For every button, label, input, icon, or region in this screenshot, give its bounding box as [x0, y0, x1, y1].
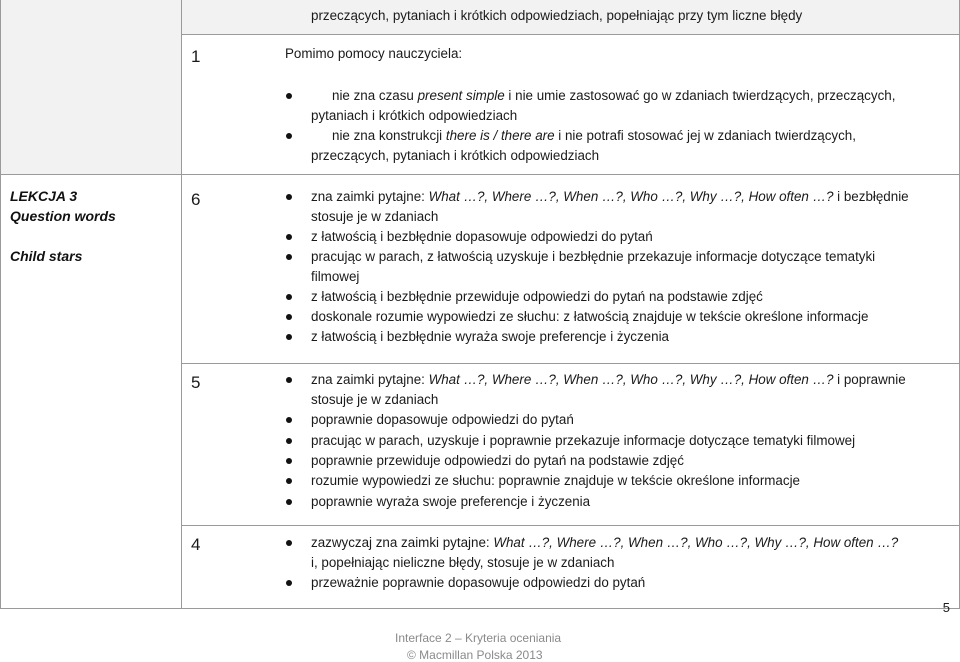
bullet-icon [286, 478, 292, 484]
bullet-icon [286, 417, 292, 423]
grade1-criterion-2-cont: przeczących, pytaniach i krótkich odpowiedziach [311, 148, 600, 163]
grade4-criterion-1: zazwyczaj zna zaimki pytajne: What …?, Where …?, When …?, Who …?, Why …?, How often …? [311, 535, 899, 550]
grade6-criterion-1: zna zaimki pytajne: What …?, Where …?, When …?, Who …?, Why …?, How often …? i bezbłędnie [311, 189, 909, 204]
grade6-criterion-4: z łatwością i bezbłędnie przewiduje odpowiedzi do pytań na podstawie zdjęć [311, 289, 763, 304]
grade1-criterion-2: nie zna konstrukcji there is / there are i nie potrafi stosować jej w zdaniach twierdzących, [332, 128, 856, 143]
bullet-icon [286, 234, 292, 240]
grade6-criterion-3-cont: filmowej [311, 269, 360, 284]
bullet-icon [286, 499, 292, 505]
row-divider [181, 363, 960, 364]
bullet-icon [286, 133, 292, 139]
bullet-icon [286, 540, 292, 546]
page-number: 5 [942, 600, 950, 615]
grade5-criterion-2: poprawnie dopasowuje odpowiedzi do pytań [311, 412, 574, 427]
bullet-icon [286, 438, 292, 444]
bullet-icon [286, 377, 292, 383]
lesson-subtitle: Question words [10, 208, 116, 224]
grade5-criterion-1-cont: stosuje je w zdaniach [311, 392, 439, 407]
grade6-criterion-1-cont: stosuje je w zdaniach [311, 209, 439, 224]
lesson-label [10, 186, 116, 266]
bullet-icon [286, 93, 292, 99]
grade4-criterion-1-cont: i, popełniając nieliczne błędy, stosuje je w zdaniach [311, 555, 615, 570]
grade-number: 5 [191, 373, 201, 392]
bullet-icon [286, 580, 292, 586]
grade1-criterion-1: nie zna czasu present simple i nie umie zastosować go w zdaniach twierdzących, przeczących, [332, 88, 896, 103]
column-divider [181, 0, 182, 609]
grade5-criterion-3: pracując w parach, uzyskuje i poprawnie przekazuje informacje dotyczące tematyki filmowej [311, 433, 856, 448]
grade5-criterion-6: poprawnie wyraża swoje preferencje i życzenia [311, 494, 591, 509]
row-divider [181, 34, 960, 35]
bullet-icon [286, 458, 292, 464]
grade5-criterion-5: rozumie wypowiedzi ze słuchu: poprawnie znajduje w tekście określone informacje [311, 473, 800, 488]
row-divider [0, 174, 960, 175]
bullet-icon [286, 314, 292, 320]
grade6-criterion-5: doskonale rozumie wypowiedzi ze słuchu: z łatwością znajduje w tekście określone informacje [311, 309, 869, 324]
row-divider [181, 525, 960, 526]
lesson-title: LEKCJA 3 [10, 188, 78, 204]
grade6-criterion-3: pracując w parach, z łatwością uzyskuje i bezbłędnie przekazuje informacje dotyczące tematyki [311, 249, 876, 264]
grade5-criterion-4: poprawnie przewiduje odpowiedzi do pytań na podstawie zdjęć [311, 453, 684, 468]
grade6-criterion-6: z łatwością i bezbłędnie wyraża swoje preferencje i życzenia [311, 329, 669, 344]
previous-lesson-cell-shade [0, 0, 181, 174]
grade-number: 1 [191, 47, 201, 66]
grade4-criterion-2: przeważnie poprawnie dopasowuje odpowiedzi do pytań [311, 575, 646, 590]
bullet-icon [286, 254, 292, 260]
table-border-bottom [0, 608, 960, 609]
footer-copyright: © Macmillan Polska 2013 [407, 648, 543, 662]
lesson-extra: Child stars [10, 248, 83, 264]
previous-row-text: przeczących, pytaniach i krótkich odpowiedziach, popełniając przy tym liczne błędy [311, 8, 803, 23]
bullet-icon [286, 334, 292, 340]
grade6-criterion-2: z łatwością i bezbłędnie dopasowuje odpowiedzi do pytań [311, 229, 653, 244]
grade1-criterion-1-cont: pytaniach i krótkich odpowiedziach [311, 108, 518, 123]
grade-number: 6 [191, 190, 201, 209]
bullet-icon [286, 294, 292, 300]
grade1-intro: Pomimo pomocy nauczyciela: [285, 46, 463, 61]
grade-number: 4 [191, 535, 201, 554]
footer-title: Interface 2 – Kryteria oceniania [395, 631, 562, 645]
table-border-left [0, 0, 1, 609]
bullet-icon [286, 194, 292, 200]
grade5-criterion-1: zna zaimki pytajne: What …?, Where …?, When …?, Who …?, Why …?, How often …? i poprawnie [311, 372, 906, 387]
